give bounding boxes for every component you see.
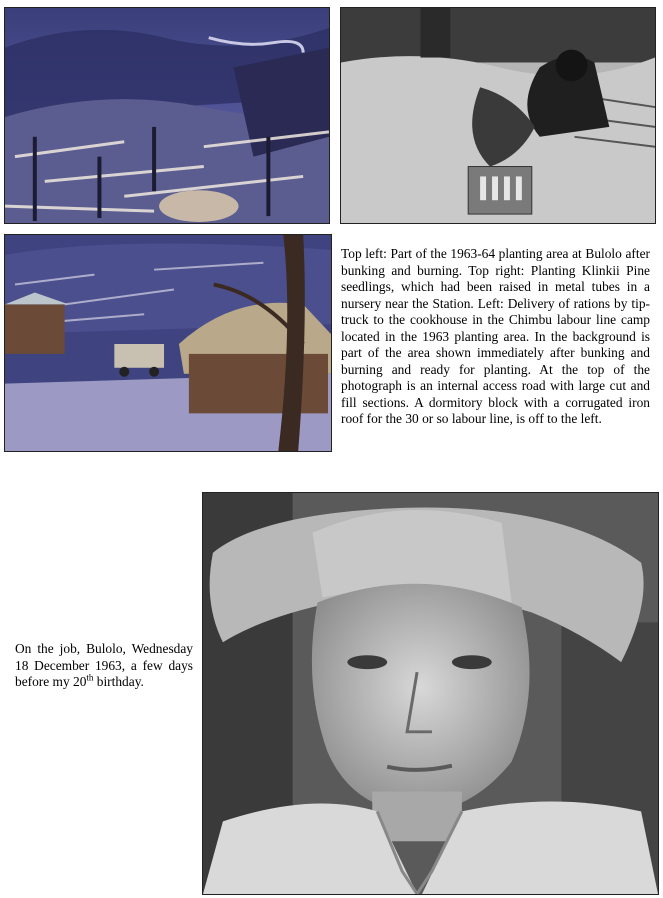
photo-portrait-on-the-job-image	[203, 493, 658, 894]
photo-ration-delivery-camp	[4, 234, 332, 452]
photo-portrait-on-the-job	[202, 492, 659, 895]
caption-portrait-text: On the job, Bulolo, Wednesday 18 December 1963, a few days before my 20	[15, 641, 193, 689]
caption-planting-photos: Top left: Part of the 1963-64 planting area at Bulolo after bunking and burning. Top right: Planting Klinkii Pine seedlings, which had been raised in metal tubes in a nursery near the Station. Left: Delivery of rations by tip-truck to the cookhouse in the Chimbu labour line camp located in the 1963 planting area. In the background is part of the area shown immediately after bunking and burning and ready for planting. At the top of the photograph is an internal access road with large cut and fill sections. A dormitory block with a corrugated iron roof for the 30 or so labour line, is off to the left.	[341, 246, 650, 426]
photo-burned-planting-area	[4, 7, 330, 224]
photo-burned-planting-area-image	[5, 8, 329, 223]
caption-portrait	[15, 641, 193, 691]
caption-portrait-tail: birthday.	[93, 674, 144, 689]
caption-portrait-ordinal: th	[86, 672, 94, 683]
photo-ration-delivery-camp-image	[5, 235, 331, 451]
photo-planting-seedlings	[340, 7, 656, 224]
photo-planting-seedlings-image	[341, 8, 655, 223]
